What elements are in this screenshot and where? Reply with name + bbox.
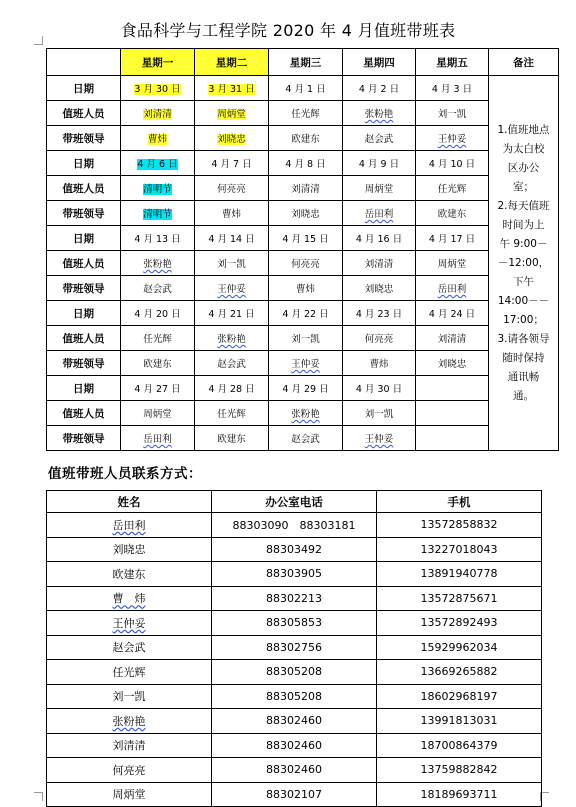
header-weekday: 星期五 bbox=[416, 49, 489, 76]
margin-mark-bottom-left bbox=[34, 792, 43, 801]
duty-row bbox=[47, 176, 559, 201]
duty-cell bbox=[416, 376, 489, 401]
duty-row bbox=[47, 126, 559, 151]
contact-office-phone-text: 88302460 bbox=[266, 763, 322, 777]
note-line: 通讯畅 bbox=[507, 370, 540, 383]
note-line: 17:00； bbox=[503, 313, 544, 326]
duty-row bbox=[47, 301, 559, 326]
contact-name-text: 刘清清 bbox=[112, 739, 146, 753]
duty-cell bbox=[416, 126, 489, 151]
contact-mobile bbox=[377, 709, 542, 734]
contacts-table bbox=[46, 490, 542, 807]
contact-row bbox=[47, 684, 542, 709]
duty-cell-text: 3 月 30 日 bbox=[134, 84, 181, 95]
duty-cell-text: 刘清清 bbox=[437, 334, 467, 345]
duty-cell bbox=[121, 426, 195, 451]
duty-row-label: 带班领导 bbox=[47, 351, 121, 376]
duty-cell bbox=[195, 176, 269, 201]
duty-cell-text: 张粉艳 bbox=[143, 259, 172, 270]
duty-cell-text: 4 月 7 日 bbox=[211, 159, 252, 170]
duty-cell-text: 任光辉 bbox=[143, 334, 172, 345]
duty-cell bbox=[269, 326, 343, 351]
duty-cell bbox=[416, 326, 489, 351]
duty-cell bbox=[121, 276, 195, 301]
duty-row bbox=[47, 76, 559, 101]
duty-cell bbox=[195, 326, 269, 351]
contact-row bbox=[47, 611, 542, 636]
duty-cell-text: 4 月 2 日 bbox=[358, 84, 400, 95]
contact-mobile bbox=[377, 562, 542, 587]
contact-office-phone bbox=[212, 733, 377, 758]
contact-office-phone bbox=[212, 709, 377, 734]
duty-cell-text: 4 月 13 日 bbox=[134, 234, 181, 245]
contact-office-phone bbox=[212, 537, 377, 562]
contact-name-text: 欧建东 bbox=[112, 567, 146, 581]
contact-name-text: 张粉艳 bbox=[112, 714, 146, 728]
duty-row-label: 值班人员 bbox=[47, 401, 121, 426]
note-line: 区办公 bbox=[507, 161, 540, 174]
contact-mobile bbox=[377, 513, 542, 538]
contact-mobile bbox=[377, 635, 542, 660]
contact-row bbox=[47, 660, 542, 685]
contacts-section-title: 值班带班人员联系方式： bbox=[48, 466, 202, 482]
contact-mobile bbox=[377, 733, 542, 758]
contact-mobile-text: 18189693711 bbox=[420, 787, 498, 801]
contact-mobile bbox=[377, 537, 542, 562]
contact-office-phone bbox=[212, 611, 377, 636]
contact-mobile-text: 18700864379 bbox=[420, 738, 498, 752]
duty-cell bbox=[195, 351, 269, 376]
duty-cell-text: 4 月 24 日 bbox=[428, 309, 476, 320]
duty-cell bbox=[195, 401, 269, 426]
contact-mobile-text: 18602968197 bbox=[420, 689, 498, 703]
duty-cell bbox=[121, 251, 195, 276]
note-line: 午 9:00－ bbox=[499, 237, 548, 250]
duty-cell bbox=[269, 151, 343, 176]
duty-row bbox=[47, 351, 559, 376]
contact-office-phone bbox=[212, 562, 377, 587]
duty-cell bbox=[195, 376, 269, 401]
duty-cell-text: 王仲妥 bbox=[291, 359, 320, 370]
header-weekday: 星期四 bbox=[343, 49, 416, 76]
contact-office-phone-text: 88302213 bbox=[266, 591, 322, 605]
duty-cell bbox=[121, 126, 195, 151]
duty-cell-text: 4 月 9 日 bbox=[358, 159, 400, 170]
duty-cell bbox=[121, 376, 195, 401]
duty-cell-text: 4 月 8 日 bbox=[285, 159, 326, 170]
duty-cell bbox=[343, 226, 416, 251]
contact-office-phone-text: 88303492 bbox=[266, 542, 322, 556]
duty-cell-text: 4 月 14 日 bbox=[208, 234, 255, 245]
note-line: 为太白校 bbox=[502, 142, 545, 155]
duty-row-label: 日期 bbox=[47, 151, 121, 176]
duty-cell bbox=[195, 151, 269, 176]
duty-cell-text: 3 月 31 日 bbox=[208, 84, 255, 95]
note-line: 时间为上 bbox=[502, 218, 545, 231]
duty-cell bbox=[121, 401, 195, 426]
duty-cell-text: 周炳堂 bbox=[217, 109, 246, 120]
duty-cell-text: 4 月 22 日 bbox=[282, 309, 329, 320]
duty-row bbox=[47, 201, 559, 226]
duty-cell-text: 赵会武 bbox=[143, 284, 172, 295]
contact-row bbox=[47, 586, 542, 611]
duty-cell-text: 任光辉 bbox=[217, 409, 246, 420]
duty-notes-cell bbox=[489, 76, 559, 451]
contact-office-phone bbox=[212, 660, 377, 685]
duty-row bbox=[47, 326, 559, 351]
duty-cell-text: 任光辉 bbox=[291, 109, 320, 120]
duty-cell-text: 4 月 28 日 bbox=[208, 384, 255, 395]
duty-cell-text: 何亮亮 bbox=[291, 259, 320, 270]
duty-row-label: 值班人员 bbox=[47, 326, 121, 351]
duty-row-label: 带班领导 bbox=[47, 201, 121, 226]
page-title: 食品科学与工程学院 2020 年 4 月值班带班表 bbox=[120, 21, 456, 40]
duty-cell bbox=[269, 251, 343, 276]
contact-office-phone bbox=[212, 684, 377, 709]
duty-cell-text: 刘清清 bbox=[291, 184, 320, 195]
contact-office-phone-text: 88303905 bbox=[266, 567, 322, 581]
contact-name bbox=[47, 660, 212, 685]
contact-row bbox=[47, 537, 542, 562]
duty-cell bbox=[343, 251, 416, 276]
contact-name bbox=[47, 782, 212, 807]
contact-mobile-text: 15929962034 bbox=[420, 640, 498, 654]
contact-office-phone-text: 88305853 bbox=[266, 616, 322, 630]
duty-cell bbox=[195, 126, 269, 151]
duty-cell bbox=[269, 226, 343, 251]
duty-cell-text: 4 月 17 日 bbox=[428, 234, 476, 245]
contact-office-phone bbox=[212, 513, 377, 538]
duty-cell bbox=[121, 76, 195, 101]
duty-cell bbox=[343, 176, 416, 201]
duty-cell-text: 周炳堂 bbox=[143, 409, 172, 420]
duty-cell bbox=[343, 351, 416, 376]
contact-name bbox=[47, 513, 212, 538]
duty-cell bbox=[195, 426, 269, 451]
duty-cell-text: 刘晓忠 bbox=[291, 209, 320, 220]
duty-cell-text: 4 月 6 日 bbox=[137, 159, 178, 170]
contact-name bbox=[47, 684, 212, 709]
contact-office-phone-text: 88305208 bbox=[266, 665, 322, 679]
note-line: 2.每天值班 bbox=[497, 199, 550, 212]
duty-row bbox=[47, 276, 559, 301]
duty-cell-text: 张粉艳 bbox=[217, 334, 246, 345]
contact-office-phone-text: 88302107 bbox=[266, 787, 322, 801]
contact-row bbox=[47, 635, 542, 660]
duty-cell bbox=[416, 176, 489, 201]
duty-cell bbox=[121, 101, 195, 126]
duty-cell-text: 4 月 10 日 bbox=[428, 159, 476, 170]
duty-cell bbox=[269, 76, 343, 101]
note-line: 下午 bbox=[513, 275, 534, 288]
duty-cell-text: 王仲妥 bbox=[437, 134, 467, 145]
duty-cell-text: 岳田利 bbox=[364, 209, 394, 220]
note-line: 随时保持 bbox=[502, 351, 545, 364]
header-office-phone: 办公室电话 bbox=[212, 491, 377, 513]
duty-cell bbox=[343, 151, 416, 176]
duty-cell-text: 4 月 1 日 bbox=[285, 84, 326, 95]
duty-cell bbox=[269, 301, 343, 326]
header-weekday: 星期一 bbox=[121, 49, 195, 76]
contact-row bbox=[47, 733, 542, 758]
duty-cell bbox=[343, 126, 416, 151]
duty-cell-text: 刘清清 bbox=[143, 109, 172, 120]
duty-cell-text: 张粉艳 bbox=[291, 409, 320, 420]
duty-cell bbox=[121, 326, 195, 351]
duty-cell-text: 刘晓忠 bbox=[437, 359, 467, 370]
duty-cell-text: 欧建东 bbox=[143, 359, 172, 370]
duty-row-label: 带班领导 bbox=[47, 426, 121, 451]
contact-mobile bbox=[377, 586, 542, 611]
duty-cell-text: 4 月 20 日 bbox=[134, 309, 181, 320]
contact-mobile-text: 13227018043 bbox=[420, 542, 498, 556]
header-weekday: 星期二 bbox=[195, 49, 269, 76]
duty-cell bbox=[269, 276, 343, 301]
duty-cell bbox=[416, 76, 489, 101]
header-weekday: 星期三 bbox=[269, 49, 343, 76]
duty-cell-text: 何亮亮 bbox=[364, 334, 394, 345]
duty-cell bbox=[343, 101, 416, 126]
duty-cell bbox=[269, 101, 343, 126]
duty-row bbox=[47, 426, 559, 451]
duty-cell-text: 4 月 3 日 bbox=[431, 84, 473, 95]
contact-name bbox=[47, 733, 212, 758]
duty-cell bbox=[195, 76, 269, 101]
contact-name bbox=[47, 537, 212, 562]
contact-mobile-text: 13572892493 bbox=[420, 616, 498, 630]
contact-mobile-text: 13572875671 bbox=[420, 591, 498, 605]
duty-cell bbox=[269, 426, 343, 451]
contact-name-text: 任光辉 bbox=[112, 665, 146, 679]
duty-cell-text: 曹炜 bbox=[221, 209, 241, 220]
duty-cell-text: 任光辉 bbox=[437, 184, 467, 195]
duty-row-label: 带班领导 bbox=[47, 276, 121, 301]
duty-row-label: 带班领导 bbox=[47, 126, 121, 151]
duty-row bbox=[47, 226, 559, 251]
duty-cell-text: 4 月 29 日 bbox=[282, 384, 329, 395]
duty-cell bbox=[416, 401, 489, 426]
duty-cell-text: 周炳堂 bbox=[364, 184, 394, 195]
duty-cell-text: 4 月 23 日 bbox=[355, 309, 403, 320]
duty-cell bbox=[269, 376, 343, 401]
contact-name-text: 曹 炜 bbox=[112, 592, 146, 606]
contact-office-phone bbox=[212, 782, 377, 807]
header-name: 姓名 bbox=[47, 491, 212, 513]
duty-cell bbox=[195, 201, 269, 226]
duty-cell-text: 欧建东 bbox=[437, 209, 467, 220]
duty-cell bbox=[343, 201, 416, 226]
contact-row bbox=[47, 513, 542, 538]
contact-mobile bbox=[377, 782, 542, 807]
note-line: 14:00－－ bbox=[497, 294, 550, 307]
contact-name bbox=[47, 709, 212, 734]
duty-cell bbox=[416, 426, 489, 451]
duty-cell bbox=[121, 351, 195, 376]
duty-cell bbox=[416, 101, 489, 126]
duty-cell bbox=[269, 126, 343, 151]
duty-cell-text: 何亮亮 bbox=[217, 184, 246, 195]
duty-cell-text: 曹炜 bbox=[147, 134, 167, 145]
duty-cell-text: 4 月 27 日 bbox=[134, 384, 181, 395]
contact-row bbox=[47, 782, 542, 807]
duty-cell bbox=[121, 301, 195, 326]
contact-row bbox=[47, 758, 542, 783]
contact-name bbox=[47, 611, 212, 636]
duty-cell bbox=[195, 226, 269, 251]
duty-row-label: 日期 bbox=[47, 226, 121, 251]
duty-cell-text: 赵会武 bbox=[291, 434, 320, 445]
duty-cell bbox=[343, 426, 416, 451]
duty-cell bbox=[195, 276, 269, 301]
contact-name-text: 何亮亮 bbox=[112, 763, 146, 777]
contact-mobile bbox=[377, 684, 542, 709]
duty-cell bbox=[343, 301, 416, 326]
duty-row-label: 值班人员 bbox=[47, 101, 121, 126]
duty-row bbox=[47, 401, 559, 426]
duty-cell-text: 清明节 bbox=[143, 209, 172, 220]
duty-row-label: 日期 bbox=[47, 376, 121, 401]
note-line: 通。 bbox=[513, 389, 534, 402]
duty-row bbox=[47, 251, 559, 276]
contact-name bbox=[47, 562, 212, 587]
duty-cell-text: 4 月 16 日 bbox=[355, 234, 403, 245]
note-line: 室； bbox=[513, 180, 534, 193]
duty-cell bbox=[269, 401, 343, 426]
contact-row bbox=[47, 562, 542, 587]
duty-cell bbox=[416, 351, 489, 376]
contact-name bbox=[47, 758, 212, 783]
duty-cell bbox=[121, 151, 195, 176]
duty-cell bbox=[416, 151, 489, 176]
duty-cell-text: 欧建东 bbox=[217, 434, 246, 445]
duty-cell bbox=[416, 251, 489, 276]
duty-cell bbox=[195, 301, 269, 326]
contact-office-phone-text: 88302756 bbox=[266, 640, 322, 654]
contact-mobile-text: 13991813031 bbox=[420, 714, 498, 728]
duty-cell bbox=[195, 251, 269, 276]
duty-cell-text: 岳田利 bbox=[143, 434, 172, 445]
duty-cell-text: 刘晓忠 bbox=[217, 134, 246, 145]
contact-mobile bbox=[377, 611, 542, 636]
duty-row bbox=[47, 151, 559, 176]
duty-cell bbox=[269, 351, 343, 376]
duty-cell-text: 4 月 21 日 bbox=[208, 309, 255, 320]
duty-cell-text: 欧建东 bbox=[291, 134, 320, 145]
duty-cell bbox=[416, 301, 489, 326]
duty-cell-text: 刘一凯 bbox=[437, 109, 467, 120]
duty-cell-text: 岳田利 bbox=[437, 284, 467, 295]
contacts-header-row bbox=[47, 491, 542, 513]
duty-cell bbox=[416, 276, 489, 301]
contact-office-phone-text: 88302460 bbox=[266, 738, 322, 752]
duty-row-label: 值班人员 bbox=[47, 251, 121, 276]
duty-cell bbox=[343, 376, 416, 401]
duty-row-label: 日期 bbox=[47, 301, 121, 326]
duty-cell-text: 刘一凯 bbox=[217, 259, 246, 270]
contact-office-phone-text: 88303090 88303181 bbox=[232, 518, 356, 532]
duty-cell-text: 曹炜 bbox=[295, 284, 315, 295]
duty-cell bbox=[121, 226, 195, 251]
note-line: 1.值班地点 bbox=[497, 123, 550, 136]
duty-cell-text: 刘一凯 bbox=[364, 409, 394, 420]
duty-cell-text: 4 月 15 日 bbox=[282, 234, 329, 245]
duty-header-row bbox=[47, 49, 559, 76]
header-notes: 备注 bbox=[489, 49, 559, 76]
duty-cell-text: 4 月 30 日 bbox=[355, 384, 403, 395]
duty-cell-text: 清明节 bbox=[143, 184, 172, 195]
duty-cell-text: 王仲妥 bbox=[364, 434, 394, 445]
duty-cell bbox=[416, 201, 489, 226]
duty-cell bbox=[343, 326, 416, 351]
duty-row-label: 日期 bbox=[47, 76, 121, 101]
duty-row-label: 值班人员 bbox=[47, 176, 121, 201]
contact-name-text: 岳田利 bbox=[112, 518, 146, 532]
duty-cell-text: 张粉艳 bbox=[364, 109, 394, 120]
contact-name bbox=[47, 635, 212, 660]
contact-mobile bbox=[377, 758, 542, 783]
contact-mobile-text: 13759882842 bbox=[420, 763, 498, 777]
contact-mobile-text: 13891940778 bbox=[420, 567, 498, 581]
duty-cell-text: 赵会武 bbox=[364, 134, 394, 145]
duty-cell bbox=[195, 101, 269, 126]
note-line: 3.请各领导 bbox=[497, 332, 550, 345]
contact-name bbox=[47, 586, 212, 611]
duty-cell-text: 刘清清 bbox=[364, 259, 394, 270]
note-line: －12:00， bbox=[497, 256, 550, 269]
contact-office-phone-text: 88302460 bbox=[266, 714, 322, 728]
contact-office-phone bbox=[212, 635, 377, 660]
duty-cell bbox=[121, 201, 195, 226]
contact-office-phone-text: 88305208 bbox=[266, 689, 322, 703]
header-mobile: 手机 bbox=[377, 491, 542, 513]
duty-cell-text: 刘一凯 bbox=[291, 334, 320, 345]
contact-office-phone bbox=[212, 586, 377, 611]
duty-row bbox=[47, 101, 559, 126]
duty-cell-text: 周炳堂 bbox=[437, 259, 467, 270]
contact-row bbox=[47, 709, 542, 734]
contact-name-text: 王仲妥 bbox=[112, 616, 146, 630]
duty-row bbox=[47, 376, 559, 401]
contact-office-phone bbox=[212, 758, 377, 783]
contact-name-text: 刘一凯 bbox=[112, 690, 146, 704]
duty-cell-text: 赵会武 bbox=[217, 359, 246, 370]
header-corner bbox=[47, 49, 121, 76]
contact-mobile-text: 13572858832 bbox=[420, 518, 498, 532]
contact-mobile-text: 13669265882 bbox=[420, 665, 498, 679]
duty-cell bbox=[416, 226, 489, 251]
contact-name-text: 赵会武 bbox=[112, 641, 146, 655]
duty-cell bbox=[269, 176, 343, 201]
duty-schedule-table bbox=[46, 48, 559, 451]
duty-cell bbox=[343, 276, 416, 301]
duty-cell-text: 王仲妥 bbox=[217, 284, 246, 295]
contact-name-text: 周炳堂 bbox=[112, 788, 146, 802]
duty-cell bbox=[121, 176, 195, 201]
duty-cell bbox=[343, 76, 416, 101]
duty-cell bbox=[343, 401, 416, 426]
duty-cell bbox=[269, 201, 343, 226]
duty-cell-text: 曹炜 bbox=[369, 359, 389, 370]
contact-name-text: 刘晓忠 bbox=[112, 543, 146, 557]
contact-mobile bbox=[377, 660, 542, 685]
duty-cell-text: 刘晓忠 bbox=[364, 284, 394, 295]
